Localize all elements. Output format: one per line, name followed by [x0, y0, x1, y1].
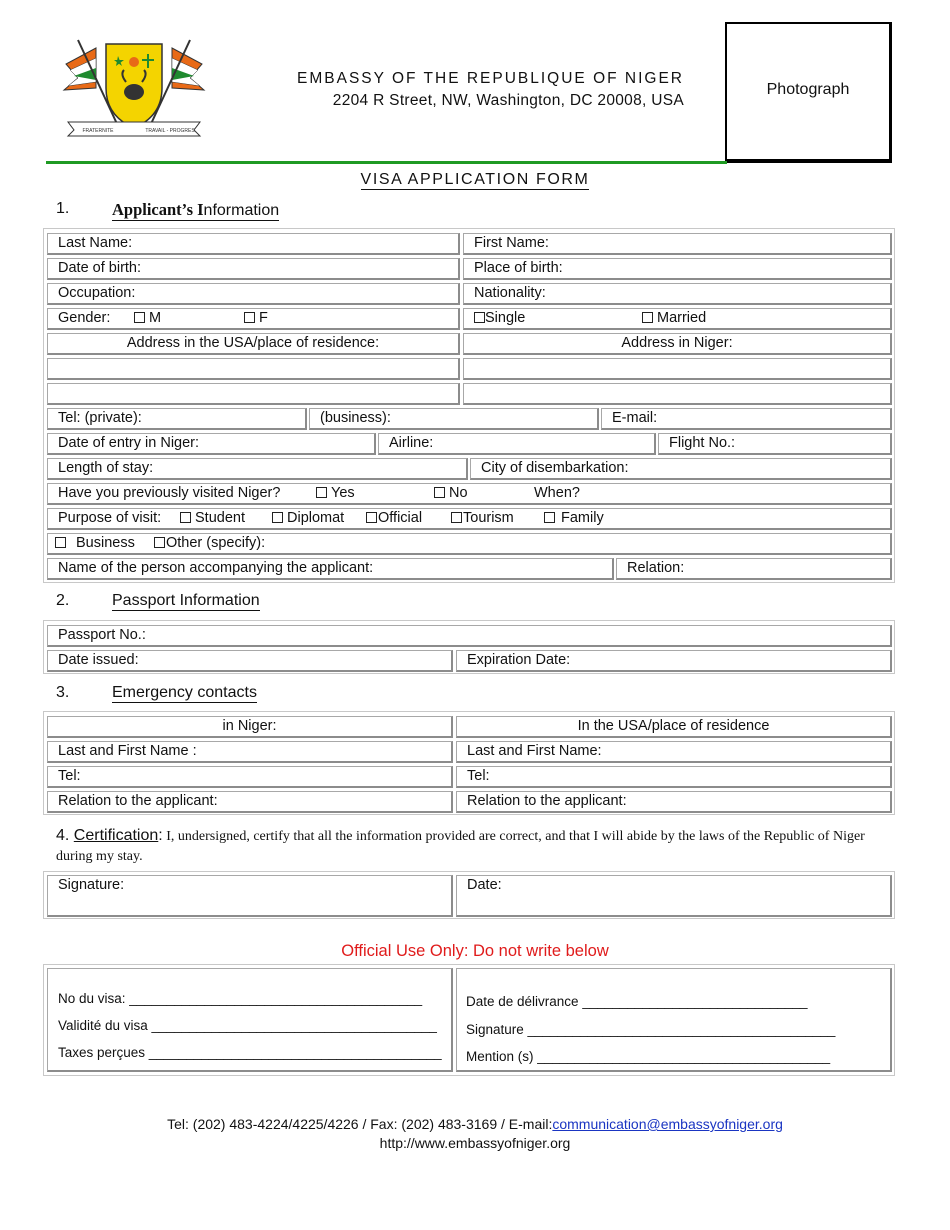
relation-field[interactable]: [616, 558, 892, 580]
section2-number: 2.: [56, 592, 70, 609]
section4-number: 4.: [56, 827, 70, 844]
family-checkbox[interactable]: [544, 512, 555, 523]
visa-number-line: No du visa: _______________________________________: [58, 991, 423, 1006]
official-left-box: [47, 968, 453, 1072]
airline-field[interactable]: [378, 433, 656, 455]
date-issued-field[interactable]: [47, 650, 453, 672]
occupation-field[interactable]: [47, 283, 460, 305]
married-label: Married: [657, 310, 707, 326]
certification-text: I, undersigned, certify that all the information provided are correct, and that I will abide by the laws of the Republic of Niger during my stay.: [56, 829, 865, 864]
disembarkation-city-label: City of disembarkation:: [481, 460, 629, 476]
photograph-label: Photograph: [766, 80, 850, 98]
tourism-checkbox[interactable]: [451, 512, 462, 523]
gender-label: Gender:: [58, 310, 111, 326]
section2-title: Passport Information: [112, 592, 260, 609]
tourism-label: Tourism: [463, 510, 514, 526]
emergency-niger-tel-label: Tel:: [58, 768, 81, 784]
mention-line: Mention (s) _______________________________________: [466, 1049, 831, 1064]
tel-business-label: (business):: [320, 410, 391, 426]
address-usa-label: Address in the USA/place of residence:: [126, 335, 380, 351]
address-usa-header: [47, 333, 460, 355]
accompanying-person-field[interactable]: [47, 558, 614, 580]
date-of-birth-label: Date of birth:: [58, 260, 142, 276]
expiration-date-label: Expiration Date:: [467, 652, 571, 668]
length-of-stay-field[interactable]: [47, 458, 468, 480]
emergency-niger-name-label: Last and First Name :: [58, 743, 197, 759]
certification-statement: [56, 826, 896, 866]
nationality-field[interactable]: [463, 283, 892, 305]
embassy-name: EMBASSY OF THE REPUBLIQUE OF NIGER: [297, 70, 684, 87]
gender-m-label: M: [149, 310, 162, 326]
last-name-field[interactable]: [47, 233, 460, 255]
official-checkbox[interactable]: [366, 512, 377, 523]
diplomat-label: Diplomat: [287, 510, 345, 526]
footer-email-link[interactable]: communication@embassyofniger.org: [552, 1116, 783, 1132]
occupation-label: Occupation:: [58, 285, 136, 301]
gender-field: [47, 308, 460, 330]
gender-m-checkbox[interactable]: [134, 312, 145, 323]
section3-title: Emergency contacts: [112, 684, 257, 701]
first-name-field[interactable]: [463, 233, 892, 255]
signature-label: Signature:: [58, 877, 125, 893]
official-label: Official: [378, 510, 423, 526]
visited-when-label: When?: [534, 485, 580, 501]
emblem-motto-left: FRATERNITE: [82, 128, 114, 134]
section1-title-rest: nformation: [203, 202, 280, 219]
emergency-usa-label: In the USA/place of residence: [577, 718, 770, 734]
official-use-table: [43, 964, 895, 1076]
email-field[interactable]: [601, 408, 892, 430]
visited-yes-label: Yes: [331, 485, 355, 501]
diplomat-checkbox[interactable]: [272, 512, 283, 523]
marital-status-field: [463, 308, 892, 330]
married-checkbox[interactable]: [642, 312, 653, 323]
niger-coat-of-arms-emblem: [56, 34, 212, 138]
single-checkbox[interactable]: [474, 312, 485, 323]
address-usa-line-2[interactable]: [47, 383, 460, 405]
date-of-birth-field[interactable]: [47, 258, 460, 280]
emergency-usa-tel-label: Tel:: [467, 768, 490, 784]
embassy-address: 2204 R Street, NW, Washington, DC 20008, USA: [332, 92, 684, 109]
emergency-usa-tel-field[interactable]: [456, 766, 892, 788]
tel-private-field[interactable]: [47, 408, 307, 430]
other-checkbox[interactable]: [154, 537, 165, 548]
emergency-niger-relation-field[interactable]: [47, 791, 453, 813]
emergency-niger-name-field[interactable]: [47, 741, 453, 763]
length-of-stay-label: Length of stay:: [58, 460, 154, 476]
official-right-box: [456, 968, 892, 1072]
email-label: E-mail:: [612, 410, 658, 426]
airline-label: Airline:: [389, 435, 434, 451]
header-divider: [46, 161, 727, 164]
section1-title-bold: Applicant’s I: [112, 200, 204, 219]
section3-heading: [112, 684, 257, 702]
place-of-birth-label: Place of birth:: [474, 260, 563, 276]
date-label: Date:: [467, 877, 502, 893]
visa-validity-line: Validité du visa ______________________________________: [58, 1018, 437, 1033]
address-usa-line-1[interactable]: [47, 358, 460, 380]
emergency-usa-relation-label: Relation to the applicant:: [467, 793, 627, 809]
purpose-field-2: [47, 533, 892, 555]
section3-number: 3.: [56, 684, 70, 701]
signature-table: [43, 871, 895, 919]
emergency-contacts-table: [43, 711, 895, 815]
nationality-label: Nationality:: [474, 285, 546, 301]
official-use-title: Official Use Only: Do not write below: [341, 942, 609, 960]
family-label: Family: [561, 510, 604, 526]
emergency-usa-relation-field[interactable]: [456, 791, 892, 813]
date-field[interactable]: [456, 875, 892, 917]
emergency-niger-tel-field[interactable]: [47, 766, 453, 788]
passport-no-field[interactable]: [47, 625, 892, 647]
signature-field[interactable]: [47, 875, 453, 917]
emergency-niger-label: in Niger:: [222, 718, 277, 734]
address-niger-label: Address in Niger:: [621, 335, 733, 351]
entry-date-label: Date of entry in Niger:: [58, 435, 200, 451]
address-niger-line-2[interactable]: [463, 383, 892, 405]
emergency-niger-relation-label: Relation to the applicant:: [58, 793, 218, 809]
previous-visit-field: [47, 483, 892, 505]
student-label: Student: [195, 510, 245, 526]
section2-heading: [112, 592, 260, 610]
emergency-usa-header: [456, 716, 892, 738]
purpose-field: [47, 508, 892, 530]
passport-table: [43, 620, 895, 674]
expiration-date-field[interactable]: [456, 650, 892, 672]
purpose-label: Purpose of visit:: [58, 510, 162, 526]
place-of-birth-field[interactable]: [463, 258, 892, 280]
section1-heading: [112, 200, 279, 220]
tel-business-field[interactable]: [309, 408, 599, 430]
student-checkbox[interactable]: [180, 512, 191, 523]
emergency-niger-header: [47, 716, 453, 738]
tel-private-label: Tel: (private):: [58, 410, 142, 426]
passport-no-label: Passport No.:: [58, 627, 146, 643]
address-niger-header: [463, 333, 892, 355]
last-name-label: Last Name:: [58, 235, 133, 251]
single-label: Single: [485, 310, 526, 326]
accompanying-person-label: Name of the person accompanying the applicant:: [58, 560, 374, 576]
taxes-line: Taxes perçues _______________________________________: [58, 1045, 442, 1060]
previous-visit-label: Have you previously visited Niger?: [58, 485, 281, 501]
visited-no-checkbox[interactable]: [434, 487, 445, 498]
form-title-container: [0, 171, 950, 189]
disembarkation-city-field[interactable]: [470, 458, 892, 480]
relation-label: Relation:: [627, 560, 685, 576]
flight-no-label: Flight No.:: [669, 435, 736, 451]
photograph-box[interactable]: [725, 22, 892, 163]
footer-website[interactable]: http://www.embassyofniger.org: [379, 1135, 571, 1151]
date-issued-label: Date issued:: [58, 652, 139, 668]
emergency-usa-name-label: Last and First Name:: [467, 743, 602, 759]
form-title: VISA APPLICATION FORM: [360, 171, 590, 188]
visited-yes-checkbox[interactable]: [316, 487, 327, 498]
section1-number: 1.: [56, 200, 70, 217]
applicant-info-table: [43, 228, 895, 583]
emergency-usa-name-field[interactable]: [456, 741, 892, 763]
business-checkbox[interactable]: [55, 537, 66, 548]
footer-contact-text: Tel: (202) 483-4224/4225/4226 / Fax: (202) 483-3169 / E-mail:: [167, 1116, 553, 1132]
footer-contact: [0, 1116, 950, 1132]
delivery-date-line: Date de délivrance ______________________________: [466, 994, 808, 1009]
section4-title: Certification: [73, 827, 159, 844]
business-label: Business: [76, 535, 135, 551]
address-niger-line-1[interactable]: [463, 358, 892, 380]
official-signature-line: Signature _________________________________________: [466, 1022, 836, 1037]
flight-no-field[interactable]: [658, 433, 892, 455]
emblem-motto-right: TRAVAIL - PROGRES: [145, 128, 195, 134]
gender-f-label: F: [259, 310, 268, 326]
entry-date-field[interactable]: [47, 433, 376, 455]
first-name-label: First Name:: [474, 235, 549, 251]
other-label: Other (specify):: [166, 535, 266, 551]
visited-no-label: No: [449, 485, 468, 501]
gender-f-checkbox[interactable]: [244, 312, 255, 323]
section4-colon: :: [158, 827, 163, 844]
